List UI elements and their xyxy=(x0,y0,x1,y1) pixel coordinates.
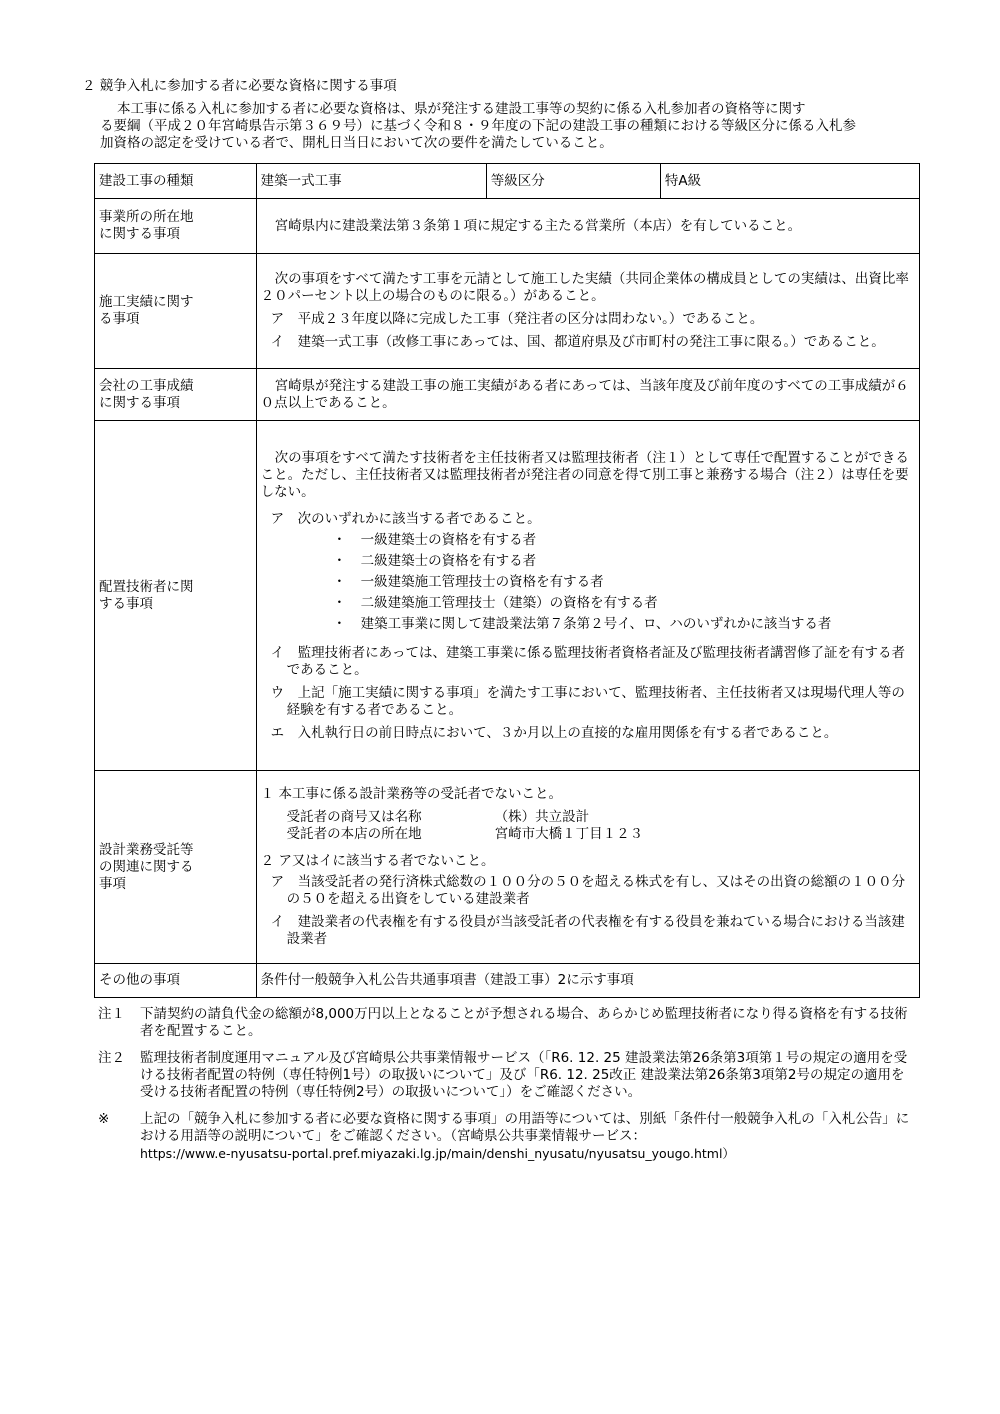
design-item-2i: イ 建設業者の代表権を有する役員が当該受託者の代表権を有する役員を兼ねている場合における当該建設業者 xyxy=(270,914,905,947)
list-item xyxy=(261,595,915,612)
bullet-mark: ・ xyxy=(332,531,347,548)
notes-section xyxy=(96,1006,916,1172)
label-line: に関する事項 xyxy=(99,226,180,242)
list-item-text: 一級建築施工管理技士の資格を有する者 xyxy=(360,573,604,590)
section-heading: ２ 競争入札に参加する者に必要な資格に関する事項 xyxy=(82,78,397,94)
cell-text: 次の事項をすべて満たす工事を元請として施工した実績（共同企業体の構成員としての実績は、出資比率２０パーセント以上の場合のものに限る。）があること。 xyxy=(260,271,909,304)
list-item xyxy=(261,574,915,591)
contractor-address-key: 受託者の本店の所在地 xyxy=(286,826,422,842)
row-assigned-engineer xyxy=(95,421,920,771)
bullet-mark: ・ xyxy=(332,594,347,611)
other-text: 条件付一般競争入札公告共通事項書（建設工事）2に示す事項 xyxy=(256,964,919,998)
list-item xyxy=(261,532,915,549)
bullet-mark: ・ xyxy=(332,573,347,590)
other-label: その他の事項 xyxy=(95,964,257,998)
row-office-location xyxy=(95,199,920,254)
construction-record-text xyxy=(256,254,919,369)
construction-type-label: 建設工事の種類 xyxy=(95,164,257,199)
note-text: 監理技術者制度運用マニュアル及び宮崎県公共事業情報サービス（「R6. 12. 25 建設業法第26条第3項第１号の規定の適用を受ける技術者配置の特例（専任特例1号）の取扱いについて」及び「R6. 12. 25改正 建設業法第26条第3項第2号の規定の適用を受ける技術者配置の特例（専任特例2号）の取扱いについて」）をご確認ください。 xyxy=(140,1050,908,1100)
requirements-table xyxy=(94,163,920,998)
grade-value: 特A級 xyxy=(660,164,919,199)
list-item-text: 一級建築士の資格を有する者 xyxy=(360,531,537,548)
list-item-text: 二級建築施工管理技士（建築）の資格を有する者 xyxy=(360,594,658,611)
assigned-engineer-text xyxy=(256,421,919,771)
design-relation-text xyxy=(256,771,919,964)
construction-type-value: 建築一式工事 xyxy=(256,164,486,199)
intro-line: る要綱（平成２０年宮崎県告示第３６９号）に基づく令和８・９年度の下記の建設工事の種類における等級区分に係る入札参 xyxy=(100,118,856,134)
label-line: 事業所の所在地 xyxy=(99,209,194,225)
grade-label: 等級区分 xyxy=(486,164,660,199)
note-text: 上記の「競争入札に参加する者に必要な資格に関する事項」の用語等については、別紙「条件付一般競争入札の「入札公告」における用語等の説明について」をご確認ください。（宮崎県公共事業情報サービス： xyxy=(140,1111,910,1144)
reference-url[interactable]: https://www.e-nyusatsu-portal.pref.miyazaki.lg.jp/main/denshi_nyusatu/nyusatsu_yougo.html） xyxy=(140,1146,735,1161)
contractor-name-row xyxy=(261,809,915,826)
intro-paragraph xyxy=(100,101,900,152)
engineer-item-u: ウ 上記「施工実績に関する事項」を満たす工事において、監理技術者、主任技術者又は現場代理人等の経験を有する者であること。 xyxy=(270,684,905,718)
row-construction-type xyxy=(95,164,920,199)
intro-line: 本工事に係る入札に参加する者に必要な資格は、県が発注する建設工事等の契約に係る入札参加者の資格等に関す xyxy=(117,101,806,117)
row-company-score xyxy=(95,369,920,421)
label-line: 会社の工事成績 xyxy=(99,377,194,394)
cell-text: 宮崎県が発注する建設工事の施工実績がある者にあっては、当該年度及び前年度のすべての工事成績が６０点以上であること。 xyxy=(260,377,909,411)
note-3 xyxy=(96,1111,916,1162)
row-design-relation xyxy=(95,771,920,964)
list-item xyxy=(261,553,915,570)
construction-record-label xyxy=(95,254,257,369)
record-item-a: ア 平成２３年度以降に完成した工事（発注者の区分は問わない。）であること。 xyxy=(270,311,764,327)
list-item xyxy=(261,616,915,633)
cell-text: 宮崎県内に建設業法第３条第１項に規定する主たる営業所（本店）を有していること。 xyxy=(274,217,802,234)
note-1 xyxy=(96,1006,916,1040)
note-text: 下請契約の請負代金の総額が8,000万円以上となることが予想される場合、あらかじめ監理技術者になり得る資格を有する技術者を配置すること。 xyxy=(140,1006,908,1039)
row-other xyxy=(95,964,920,998)
design-item-2a: ア 当該受託者の発行済株式総数の１００分の５０を超える株式を有し、又はその出資の総額の１００分の５０を超える出資をしている建設業者 xyxy=(270,874,906,907)
note-tag: ※ xyxy=(98,1111,110,1127)
note-2 xyxy=(96,1050,916,1101)
contractor-address-row xyxy=(261,826,915,843)
label-line: する事項 xyxy=(99,595,153,612)
assigned-engineer-label xyxy=(95,421,257,771)
row-construction-record xyxy=(95,254,920,369)
contractor-address-value: 宮崎市大橋１丁目１２３ xyxy=(494,826,644,842)
contractor-name-key: 受託者の商号又は名称 xyxy=(286,809,422,825)
engineer-item-e: エ 入札執行日の前日時点において、３か月以上の直接的な雇用関係を有する者であること。 xyxy=(270,724,838,741)
design-item-2: ２ ア又はイに該当する者でないこと。 xyxy=(260,853,495,869)
label-line: 施工実績に関す xyxy=(99,294,194,310)
office-location-label xyxy=(95,199,257,254)
contractor-name-value: （株）共立設計 xyxy=(494,809,590,825)
list-item-text: 二級建築士の資格を有する者 xyxy=(360,552,537,569)
company-score-label xyxy=(95,369,257,421)
list-item-text: 建築工事業に関して建設業法第７条第２号イ、ロ、ハのいずれかに該当する者 xyxy=(360,615,832,632)
label-line: 事項 xyxy=(99,875,126,892)
office-location-text xyxy=(256,199,919,254)
note-tag: 注２ xyxy=(98,1050,125,1066)
note-tag: 注１ xyxy=(98,1006,125,1022)
bullet-mark: ・ xyxy=(332,552,347,569)
design-relation-label xyxy=(95,771,257,964)
engineer-item-a: ア 次のいずれかに該当する者であること。 xyxy=(270,510,541,527)
label-line: る事項 xyxy=(99,311,140,327)
record-item-i: イ 建築一式工事（改修工事にあっては、国、都道府県及び市町村の発注工事に限る。）であること。 xyxy=(270,334,885,350)
intro-line: 加資格の認定を受けている者で、開札日当日において次の要件を満たしていること。 xyxy=(100,135,613,151)
label-line: 設計業務受託等 xyxy=(99,841,194,858)
bullet-mark: ・ xyxy=(332,615,347,632)
label-line: に関する事項 xyxy=(99,394,180,411)
cell-text: 次の事項をすべて満たす技術者を主任技術者又は監理技術者（注１）として専任で配置することができること。ただし、主任技術者又は監理技術者が発注者の同意を得て別工事と兼務する場合（注２）は専任を要しない。 xyxy=(260,449,909,500)
label-line: の関連に関する xyxy=(99,858,194,875)
company-score-text xyxy=(256,369,919,421)
label-line: 配置技術者に関 xyxy=(99,578,194,595)
engineer-item-i: イ 監理技術者にあっては、建築工事業に係る監理技術者資格者証及び監理技術者講習修了証を有する者であること。 xyxy=(270,644,906,678)
design-item-1: １ 本工事に係る設計業務等の受託者でないこと。 xyxy=(260,786,562,802)
